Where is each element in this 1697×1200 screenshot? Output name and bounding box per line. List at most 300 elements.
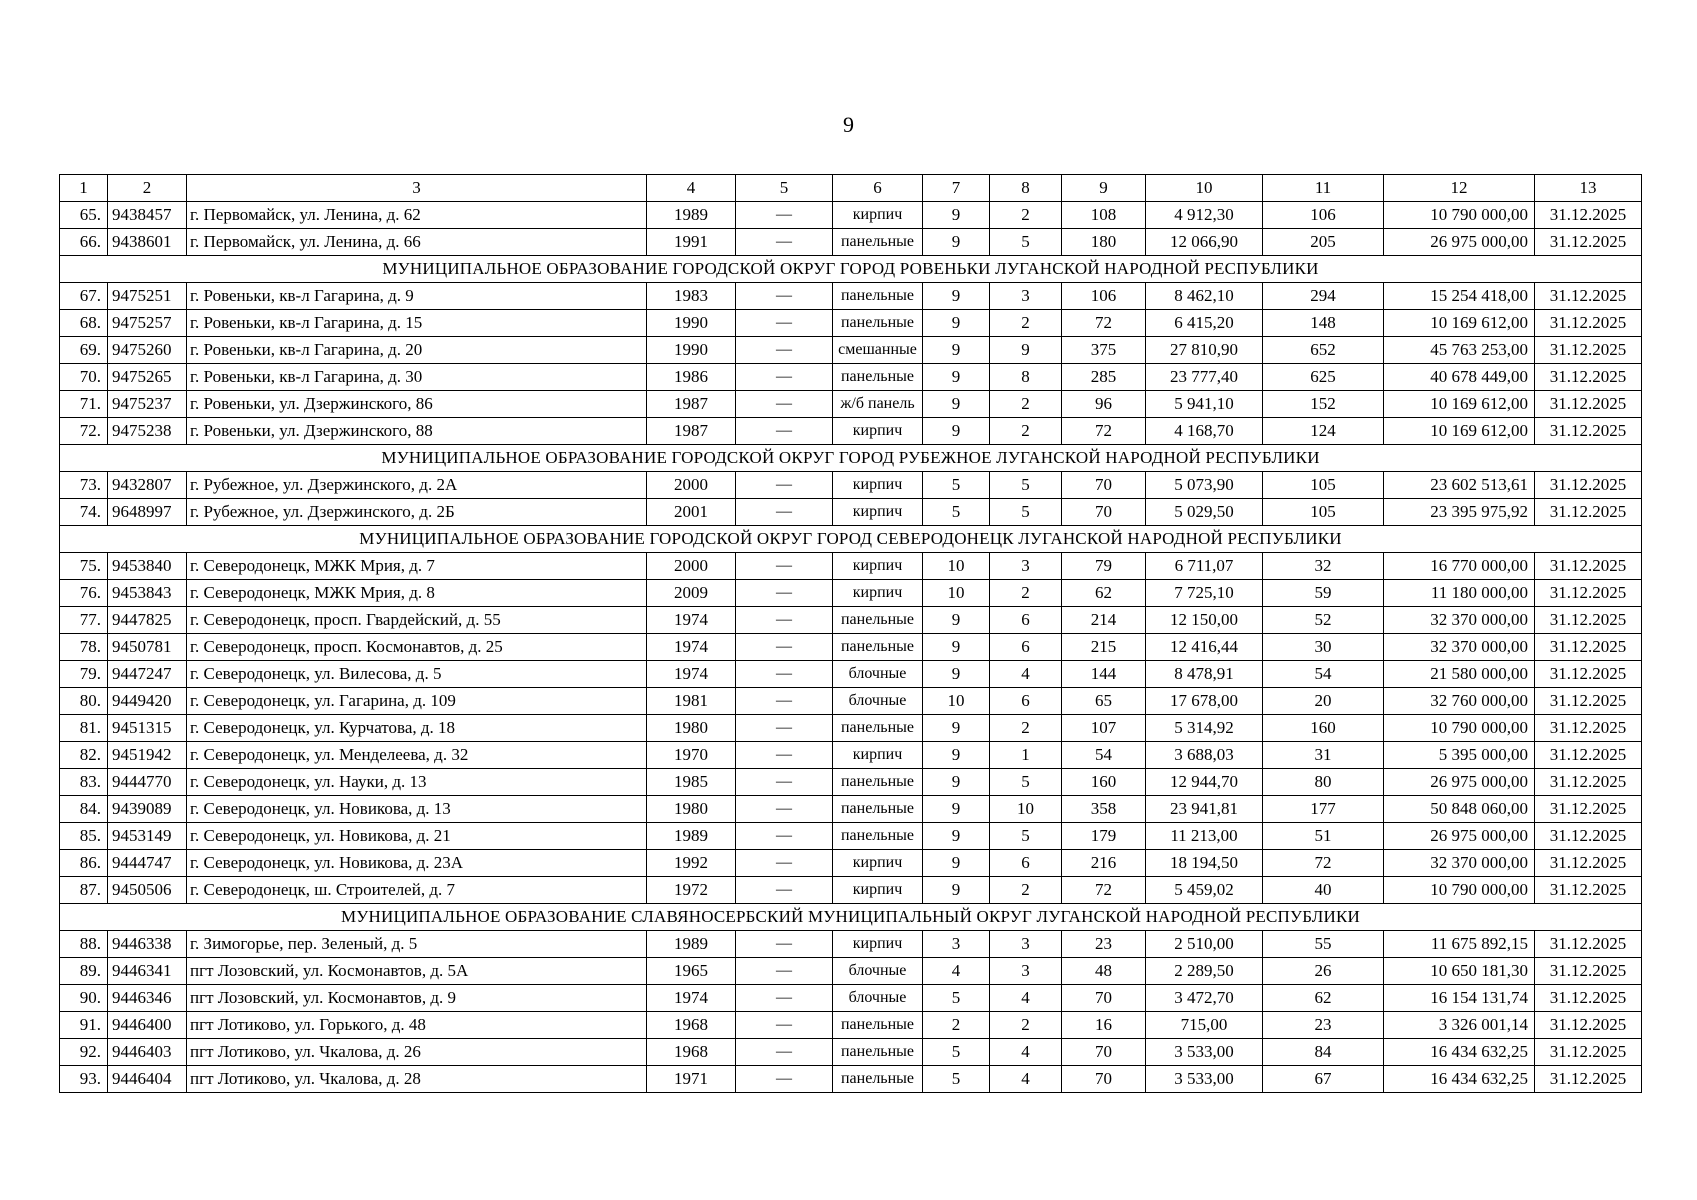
col-5-cell: — — [736, 742, 833, 769]
entrances-cell: 3 — [990, 553, 1062, 580]
table-row — [60, 742, 1642, 769]
residents-cell: 20 — [1263, 688, 1384, 715]
building-code-cell: 9446403 — [108, 1039, 187, 1066]
wall-material-cell: кирпич — [833, 202, 923, 229]
area-cell: 3 533,00 — [1146, 1066, 1263, 1093]
year-built-cell: 1989 — [647, 202, 736, 229]
entrances-cell: 2 — [990, 1012, 1062, 1039]
deadline-cell: 31.12.2025 — [1535, 634, 1642, 661]
floors-cell: 9 — [923, 607, 990, 634]
apartments-cell: 79 — [1062, 553, 1146, 580]
year-built-cell: 1968 — [647, 1039, 736, 1066]
building-code-cell: 9438601 — [108, 229, 187, 256]
deadline-cell: 31.12.2025 — [1535, 931, 1642, 958]
cost-cell: 32 370 000,00 — [1384, 607, 1535, 634]
residents-cell: 30 — [1263, 634, 1384, 661]
floors-cell: 9 — [923, 796, 990, 823]
residents-cell: 59 — [1263, 580, 1384, 607]
floors-cell: 9 — [923, 418, 990, 445]
entrances-cell: 2 — [990, 877, 1062, 904]
cost-cell: 10 790 000,00 — [1384, 715, 1535, 742]
entrances-cell: 4 — [990, 1066, 1062, 1093]
table-row — [60, 472, 1642, 499]
wall-material-cell: панельные — [833, 364, 923, 391]
row-number-cell: 65. — [60, 202, 108, 229]
entrances-cell: 5 — [990, 769, 1062, 796]
col-5-cell: — — [736, 661, 833, 688]
cost-cell: 32 370 000,00 — [1384, 850, 1535, 877]
deadline-cell: 31.12.2025 — [1535, 661, 1642, 688]
cost-cell: 45 763 253,00 — [1384, 337, 1535, 364]
table-row — [60, 310, 1642, 337]
section-row — [60, 904, 1642, 931]
cost-cell: 40 678 449,00 — [1384, 364, 1535, 391]
row-number-cell: 69. — [60, 337, 108, 364]
deadline-cell: 31.12.2025 — [1535, 796, 1642, 823]
year-built-cell: 1983 — [647, 283, 736, 310]
wall-material-cell: кирпич — [833, 580, 923, 607]
deadline-cell: 31.12.2025 — [1535, 958, 1642, 985]
building-code-cell: 9447247 — [108, 661, 187, 688]
residents-cell: 26 — [1263, 958, 1384, 985]
col-5-cell: — — [736, 958, 833, 985]
cost-cell: 3 326 001,14 — [1384, 1012, 1535, 1039]
residents-cell: 148 — [1263, 310, 1384, 337]
address-cell: г. Ровеньки, ул. Дзержинского, 88 — [187, 418, 647, 445]
residents-cell: 32 — [1263, 553, 1384, 580]
entrances-cell: 8 — [990, 364, 1062, 391]
entrances-cell: 6 — [990, 850, 1062, 877]
building-code-cell: 9475237 — [108, 391, 187, 418]
building-code-cell: 9451315 — [108, 715, 187, 742]
wall-material-cell: кирпич — [833, 742, 923, 769]
residents-cell: 84 — [1263, 1039, 1384, 1066]
address-cell: г. Северодонецк, МЖК Мрия, д. 8 — [187, 580, 647, 607]
col-5-cell: — — [736, 202, 833, 229]
entrances-cell: 2 — [990, 715, 1062, 742]
floors-cell: 9 — [923, 634, 990, 661]
cost-cell: 26 975 000,00 — [1384, 823, 1535, 850]
column-header: 7 — [923, 175, 990, 202]
floors-cell: 9 — [923, 391, 990, 418]
floors-cell: 9 — [923, 364, 990, 391]
year-built-cell: 1968 — [647, 1012, 736, 1039]
wall-material-cell: панельные — [833, 769, 923, 796]
wall-material-cell: блочные — [833, 985, 923, 1012]
row-number-cell: 92. — [60, 1039, 108, 1066]
table-row — [60, 850, 1642, 877]
table-row — [60, 607, 1642, 634]
table-row — [60, 337, 1642, 364]
area-cell: 8 478,91 — [1146, 661, 1263, 688]
address-cell: г. Северодонецк, просп. Гвардейский, д. 55 — [187, 607, 647, 634]
building-code-cell: 9446346 — [108, 985, 187, 1012]
address-cell: г. Первомайск, ул. Ленина, д. 66 — [187, 229, 647, 256]
column-header: 12 — [1384, 175, 1535, 202]
deadline-cell: 31.12.2025 — [1535, 391, 1642, 418]
column-header: 4 — [647, 175, 736, 202]
row-number-cell: 68. — [60, 310, 108, 337]
apartments-cell: 216 — [1062, 850, 1146, 877]
area-cell: 3 688,03 — [1146, 742, 1263, 769]
residents-cell: 31 — [1263, 742, 1384, 769]
cost-cell: 16 770 000,00 — [1384, 553, 1535, 580]
floors-cell: 9 — [923, 769, 990, 796]
building-code-cell: 9475238 — [108, 418, 187, 445]
area-cell: 6 415,20 — [1146, 310, 1263, 337]
residents-cell: 177 — [1263, 796, 1384, 823]
area-cell: 12 150,00 — [1146, 607, 1263, 634]
col-5-cell: — — [736, 931, 833, 958]
wall-material-cell: кирпич — [833, 553, 923, 580]
deadline-cell: 31.12.2025 — [1535, 418, 1642, 445]
address-cell: г. Ровеньки, ул. Дзержинского, 86 — [187, 391, 647, 418]
year-built-cell: 2000 — [647, 472, 736, 499]
wall-material-cell: панельные — [833, 823, 923, 850]
apartments-cell: 54 — [1062, 742, 1146, 769]
wall-material-cell: панельные — [833, 283, 923, 310]
residents-cell: 62 — [1263, 985, 1384, 1012]
floors-cell: 9 — [923, 850, 990, 877]
address-cell: пгт Лотиково, ул. Горького, д. 48 — [187, 1012, 647, 1039]
floors-cell: 3 — [923, 931, 990, 958]
area-cell: 2 510,00 — [1146, 931, 1263, 958]
building-code-cell: 9475251 — [108, 283, 187, 310]
table-row — [60, 877, 1642, 904]
cost-cell: 50 848 060,00 — [1384, 796, 1535, 823]
entrances-cell: 5 — [990, 472, 1062, 499]
wall-material-cell: кирпич — [833, 418, 923, 445]
apartments-cell: 214 — [1062, 607, 1146, 634]
entrances-cell: 4 — [990, 661, 1062, 688]
building-code-cell: 9451942 — [108, 742, 187, 769]
address-cell: пгт Лозовский, ул. Космонавтов, д. 9 — [187, 985, 647, 1012]
col-5-cell: — — [736, 229, 833, 256]
col-5-cell: — — [736, 364, 833, 391]
area-cell: 11 213,00 — [1146, 823, 1263, 850]
entrances-cell: 3 — [990, 958, 1062, 985]
deadline-cell: 31.12.2025 — [1535, 1039, 1642, 1066]
year-built-cell: 1974 — [647, 985, 736, 1012]
floors-cell: 9 — [923, 823, 990, 850]
table-row — [60, 229, 1642, 256]
table-row — [60, 580, 1642, 607]
wall-material-cell: ж/б панель — [833, 391, 923, 418]
year-built-cell: 1974 — [647, 634, 736, 661]
section-title: МУНИЦИПАЛЬНОЕ ОБРАЗОВАНИЕ СЛАВЯНОСЕРБСКИЙ МУНИЦИПАЛЬНЫЙ ОКРУГ ЛУГАНСКОЙ НАРОДНОЙ РЕСПУБЛИКИ — [60, 904, 1642, 931]
address-cell: г. Зимогорье, пер. Зеленый, д. 5 — [187, 931, 647, 958]
address-cell: г. Ровеньки, кв-л Гагарина, д. 20 — [187, 337, 647, 364]
column-header: 6 — [833, 175, 923, 202]
year-built-cell: 1970 — [647, 742, 736, 769]
col-5-cell: — — [736, 877, 833, 904]
apartments-cell: 65 — [1062, 688, 1146, 715]
entrances-cell: 6 — [990, 607, 1062, 634]
entrances-cell: 5 — [990, 229, 1062, 256]
table-row — [60, 1012, 1642, 1039]
row-number-cell: 79. — [60, 661, 108, 688]
address-cell: г. Северодонецк, просп. Космонавтов, д. 25 — [187, 634, 647, 661]
wall-material-cell: панельные — [833, 310, 923, 337]
col-5-cell: — — [736, 1066, 833, 1093]
entrances-cell: 3 — [990, 931, 1062, 958]
cost-cell: 32 760 000,00 — [1384, 688, 1535, 715]
row-number-cell: 77. — [60, 607, 108, 634]
area-cell: 8 462,10 — [1146, 283, 1263, 310]
year-built-cell: 1991 — [647, 229, 736, 256]
col-5-cell: — — [736, 769, 833, 796]
deadline-cell: 31.12.2025 — [1535, 823, 1642, 850]
row-number-cell: 66. — [60, 229, 108, 256]
wall-material-cell: блочные — [833, 688, 923, 715]
year-built-cell: 1965 — [647, 958, 736, 985]
address-cell: г. Северодонецк, ул. Науки, д. 13 — [187, 769, 647, 796]
row-number-cell: 78. — [60, 634, 108, 661]
address-cell: г. Ровеньки, кв-л Гагарина, д. 9 — [187, 283, 647, 310]
entrances-cell: 6 — [990, 634, 1062, 661]
residents-cell: 294 — [1263, 283, 1384, 310]
entrances-cell: 5 — [990, 823, 1062, 850]
apartments-cell: 108 — [1062, 202, 1146, 229]
section-title: МУНИЦИПАЛЬНОЕ ОБРАЗОВАНИЕ ГОРОДСКОЙ ОКРУГ ГОРОД РУБЕЖНОЕ ЛУГАНСКОЙ НАРОДНОЙ РЕСПУБЛИКИ — [60, 445, 1642, 472]
apartments-cell: 72 — [1062, 877, 1146, 904]
floors-cell: 5 — [923, 985, 990, 1012]
deadline-cell: 31.12.2025 — [1535, 499, 1642, 526]
column-header: 2 — [108, 175, 187, 202]
residents-cell: 51 — [1263, 823, 1384, 850]
cost-cell: 10 169 612,00 — [1384, 418, 1535, 445]
apartments-cell: 16 — [1062, 1012, 1146, 1039]
residents-cell: 152 — [1263, 391, 1384, 418]
row-number-cell: 74. — [60, 499, 108, 526]
residents-cell: 54 — [1263, 661, 1384, 688]
deadline-cell: 31.12.2025 — [1535, 688, 1642, 715]
table-row — [60, 553, 1642, 580]
wall-material-cell: панельные — [833, 229, 923, 256]
table-row — [60, 688, 1642, 715]
address-cell: г. Северодонецк, ш. Строителей, д. 7 — [187, 877, 647, 904]
apartments-cell: 358 — [1062, 796, 1146, 823]
building-code-cell: 9450506 — [108, 877, 187, 904]
cost-cell: 26 975 000,00 — [1384, 769, 1535, 796]
deadline-cell: 31.12.2025 — [1535, 337, 1642, 364]
area-cell: 18 194,50 — [1146, 850, 1263, 877]
area-cell: 4 168,70 — [1146, 418, 1263, 445]
section-title: МУНИЦИПАЛЬНОЕ ОБРАЗОВАНИЕ ГОРОДСКОЙ ОКРУГ ГОРОД РОВЕНЬКИ ЛУГАНСКОЙ НАРОДНОЙ РЕСПУБЛИКИ — [60, 256, 1642, 283]
col-5-cell: — — [736, 850, 833, 877]
apartments-cell: 72 — [1062, 418, 1146, 445]
col-5-cell: — — [736, 580, 833, 607]
area-cell: 715,00 — [1146, 1012, 1263, 1039]
table-row — [60, 418, 1642, 445]
floors-cell: 9 — [923, 877, 990, 904]
col-5-cell: — — [736, 310, 833, 337]
area-cell: 7 725,10 — [1146, 580, 1263, 607]
residents-cell: 124 — [1263, 418, 1384, 445]
deadline-cell: 31.12.2025 — [1535, 850, 1642, 877]
apartments-cell: 70 — [1062, 1066, 1146, 1093]
apartments-cell: 180 — [1062, 229, 1146, 256]
section-row — [60, 256, 1642, 283]
building-code-cell: 9446341 — [108, 958, 187, 985]
entrances-cell: 10 — [990, 796, 1062, 823]
col-5-cell: — — [736, 715, 833, 742]
address-cell: г. Северодонецк, ул. Новикова, д. 13 — [187, 796, 647, 823]
address-cell: пгт Лотиково, ул. Чкалова, д. 26 — [187, 1039, 647, 1066]
year-built-cell: 1986 — [647, 364, 736, 391]
row-number-cell: 93. — [60, 1066, 108, 1093]
floors-cell: 10 — [923, 688, 990, 715]
building-code-cell: 9446338 — [108, 931, 187, 958]
residents-cell: 72 — [1263, 850, 1384, 877]
column-header: 9 — [1062, 175, 1146, 202]
area-cell: 12 944,70 — [1146, 769, 1263, 796]
col-5-cell: — — [736, 688, 833, 715]
cost-cell: 23 395 975,92 — [1384, 499, 1535, 526]
building-code-cell: 9453840 — [108, 553, 187, 580]
row-number-cell: 76. — [60, 580, 108, 607]
area-cell: 23 777,40 — [1146, 364, 1263, 391]
area-cell: 5 314,92 — [1146, 715, 1263, 742]
table-body — [60, 175, 1642, 1093]
floors-cell: 10 — [923, 580, 990, 607]
year-built-cell: 1972 — [647, 877, 736, 904]
deadline-cell: 31.12.2025 — [1535, 1066, 1642, 1093]
area-cell: 3 472,70 — [1146, 985, 1263, 1012]
col-5-cell: — — [736, 607, 833, 634]
apartments-cell: 160 — [1062, 769, 1146, 796]
table-row — [60, 283, 1642, 310]
year-built-cell: 1990 — [647, 337, 736, 364]
apartments-cell: 144 — [1062, 661, 1146, 688]
row-number-cell: 80. — [60, 688, 108, 715]
area-cell: 5 073,90 — [1146, 472, 1263, 499]
residents-cell: 55 — [1263, 931, 1384, 958]
wall-material-cell: кирпич — [833, 850, 923, 877]
year-built-cell: 1980 — [647, 715, 736, 742]
floors-cell: 9 — [923, 310, 990, 337]
apartments-cell: 96 — [1062, 391, 1146, 418]
cost-cell: 16 154 131,74 — [1384, 985, 1535, 1012]
building-code-cell: 9439089 — [108, 796, 187, 823]
floors-cell: 9 — [923, 661, 990, 688]
wall-material-cell: кирпич — [833, 877, 923, 904]
wall-material-cell: панельные — [833, 607, 923, 634]
cost-cell: 23 602 513,61 — [1384, 472, 1535, 499]
deadline-cell: 31.12.2025 — [1535, 283, 1642, 310]
row-number-cell: 88. — [60, 931, 108, 958]
wall-material-cell: кирпич — [833, 499, 923, 526]
residents-cell: 625 — [1263, 364, 1384, 391]
wall-material-cell: панельные — [833, 1066, 923, 1093]
deadline-cell: 31.12.2025 — [1535, 229, 1642, 256]
apartments-cell: 285 — [1062, 364, 1146, 391]
area-cell: 17 678,00 — [1146, 688, 1263, 715]
table-row — [60, 769, 1642, 796]
entrances-cell: 6 — [990, 688, 1062, 715]
address-cell: г. Северодонецк, МЖК Мрия, д. 7 — [187, 553, 647, 580]
deadline-cell: 31.12.2025 — [1535, 553, 1642, 580]
residents-cell: 52 — [1263, 607, 1384, 634]
row-number-cell: 73. — [60, 472, 108, 499]
area-cell: 27 810,90 — [1146, 337, 1263, 364]
year-built-cell: 1981 — [647, 688, 736, 715]
year-built-cell: 1985 — [647, 769, 736, 796]
floors-cell: 5 — [923, 1039, 990, 1066]
apartments-cell: 179 — [1062, 823, 1146, 850]
apartments-cell: 70 — [1062, 1039, 1146, 1066]
entrances-cell: 4 — [990, 985, 1062, 1012]
year-built-cell: 1974 — [647, 607, 736, 634]
cost-cell: 16 434 632,25 — [1384, 1039, 1535, 1066]
wall-material-cell: смешанные — [833, 337, 923, 364]
col-5-cell: — — [736, 796, 833, 823]
year-built-cell: 1980 — [647, 796, 736, 823]
floors-cell: 9 — [923, 337, 990, 364]
year-built-cell: 1987 — [647, 418, 736, 445]
address-cell: г. Первомайск, ул. Ленина, д. 62 — [187, 202, 647, 229]
floors-cell: 4 — [923, 958, 990, 985]
table-row — [60, 931, 1642, 958]
row-number-cell: 83. — [60, 769, 108, 796]
entrances-cell: 2 — [990, 391, 1062, 418]
residents-cell: 67 — [1263, 1066, 1384, 1093]
row-number-cell: 75. — [60, 553, 108, 580]
address-cell: г. Рубежное, ул. Дзержинского, д. 2Б — [187, 499, 647, 526]
apartments-cell: 106 — [1062, 283, 1146, 310]
address-cell: г. Ровеньки, кв-л Гагарина, д. 15 — [187, 310, 647, 337]
table-row — [60, 1039, 1642, 1066]
area-cell: 5 459,02 — [1146, 877, 1263, 904]
address-cell: г. Северодонецк, ул. Новикова, д. 21 — [187, 823, 647, 850]
cost-cell: 11 180 000,00 — [1384, 580, 1535, 607]
area-cell: 2 289,50 — [1146, 958, 1263, 985]
year-built-cell: 1989 — [647, 931, 736, 958]
cost-cell: 16 434 632,25 — [1384, 1066, 1535, 1093]
building-code-cell: 9444770 — [108, 769, 187, 796]
floors-cell: 5 — [923, 499, 990, 526]
residents-cell: 23 — [1263, 1012, 1384, 1039]
apartments-cell: 23 — [1062, 931, 1146, 958]
deadline-cell: 31.12.2025 — [1535, 1012, 1642, 1039]
column-header: 13 — [1535, 175, 1642, 202]
deadline-cell: 31.12.2025 — [1535, 202, 1642, 229]
address-cell: пгт Лозовский, ул. Космонавтов, д. 5А — [187, 958, 647, 985]
apartments-cell: 375 — [1062, 337, 1146, 364]
apartments-cell: 70 — [1062, 985, 1146, 1012]
cost-cell: 10 650 181,30 — [1384, 958, 1535, 985]
deadline-cell: 31.12.2025 — [1535, 310, 1642, 337]
row-number-cell: 82. — [60, 742, 108, 769]
residents-cell: 205 — [1263, 229, 1384, 256]
floors-cell: 5 — [923, 1066, 990, 1093]
area-cell: 4 912,30 — [1146, 202, 1263, 229]
table-row — [60, 985, 1642, 1012]
col-5-cell: — — [736, 1039, 833, 1066]
table-row — [60, 823, 1642, 850]
entrances-cell: 3 — [990, 283, 1062, 310]
table-row — [60, 661, 1642, 688]
table-row — [60, 391, 1642, 418]
entrances-cell: 2 — [990, 418, 1062, 445]
cost-cell: 32 370 000,00 — [1384, 634, 1535, 661]
deadline-cell: 31.12.2025 — [1535, 877, 1642, 904]
wall-material-cell: блочные — [833, 661, 923, 688]
table-row — [60, 1066, 1642, 1093]
cost-cell: 15 254 418,00 — [1384, 283, 1535, 310]
row-number-cell: 89. — [60, 958, 108, 985]
area-cell: 5 941,10 — [1146, 391, 1263, 418]
